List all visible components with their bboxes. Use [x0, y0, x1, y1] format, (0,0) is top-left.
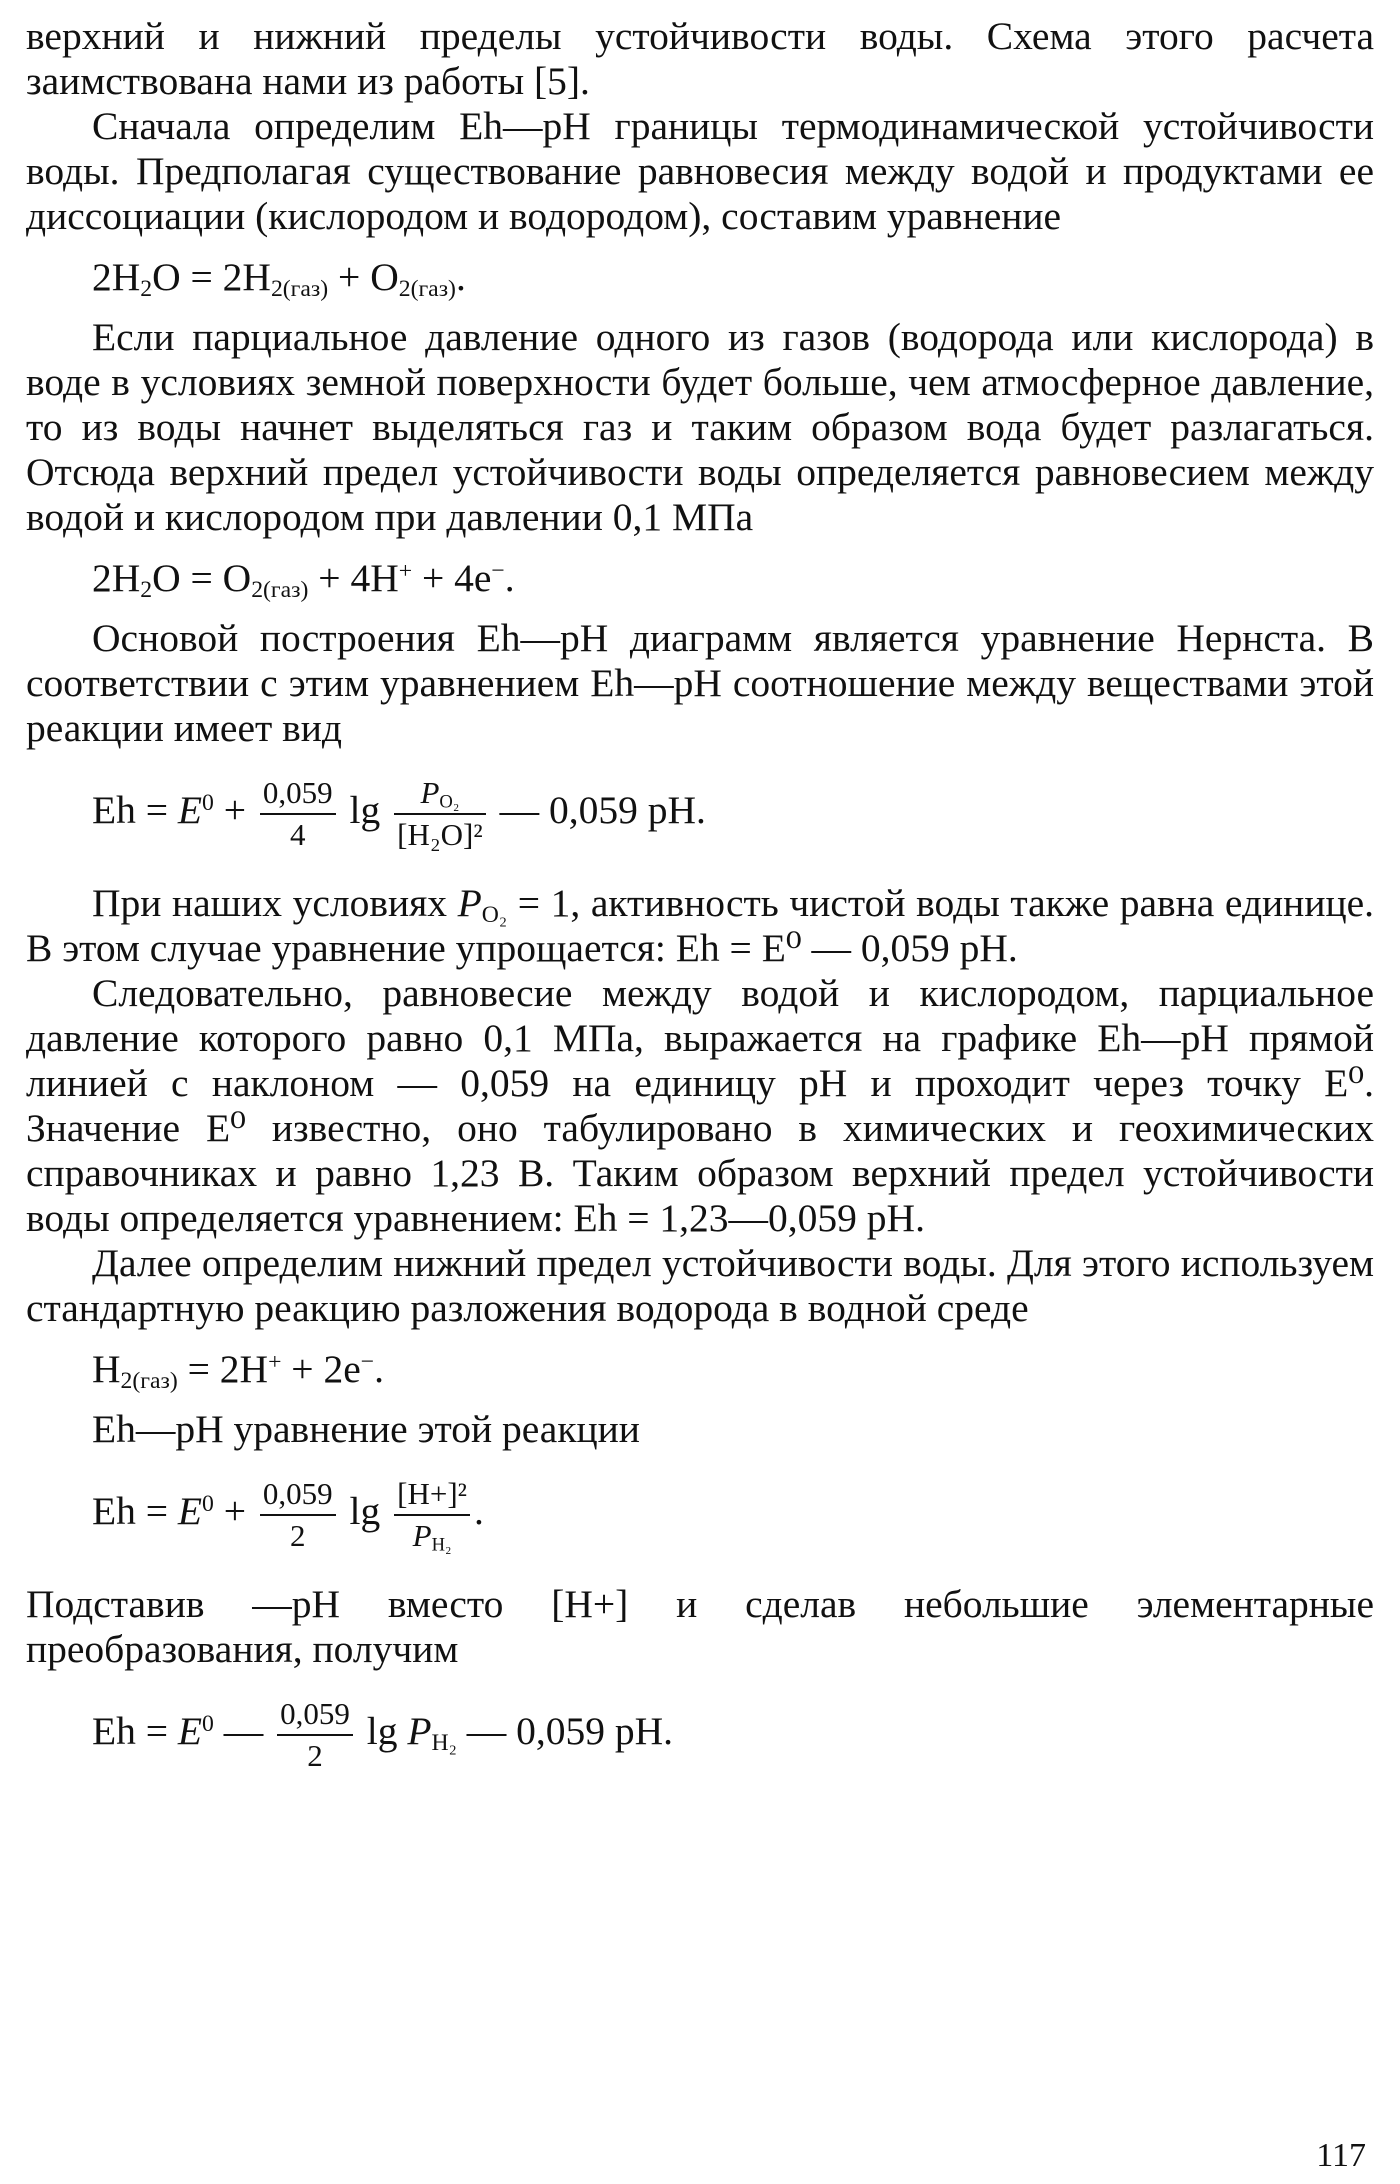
equation-oxygen-equilibrium: $2H_2O = O_{2(газ)} + 4H^+ + 4e^-$.	[92, 556, 515, 603]
equation-final: $Eh = E^0$ — $\frac{0,059}{2}$ $\lg P_{H_2}$ — 0,059 pH.	[92, 1694, 1374, 1776]
equation-nernst-hydrogen: $Eh = E^0$ + $\frac{0,059}{2}$ lg $\frac{\text{[H+]²}}{P_{H_2}}$ .	[92, 1476, 484, 1556]
fraction-hydrogen: $\frac{\text{[H+]²}}{P_{H_2}}$	[394, 1474, 470, 1556]
fraction-pressure: $\frac{P_{O_2}}{\text{[H₂O]²}}$	[394, 773, 486, 855]
paragraph-nernst: Основой построения Eh—pH диаграмм является уравнение Нернста. В соответствии с этим уравнением Eh—pH соотношение между веществами этой реакции имеет вид	[26, 616, 1374, 750]
paragraph-boundaries: Сначала определим Eh—pH границы термодинамической устойчивости воды. Предполагая существование равновесия между водой и продуктами ее диссоциации (кислородом и водородом), составим уравнение	[26, 104, 1374, 238]
paragraph-lower-limit: Далее определим нижний предел устойчивости воды. Для этого используем стандартную реакцию разложения водорода в водной среде	[26, 1241, 1374, 1330]
paragraph-upper-limit: Следовательно, равновесие между водой и кислородом, парциальное давление которого равно 0,1 МПа, выражается на графике Eh—pH прямой линией с наклоном — 0,059 на единицу pH и проходит через точку E⁰. Значение E⁰ известно, оно табулировано в химических и геохимических справочниках и равно 1,23 В. Таким образом верхний предел устойчивости воды определяется уравнением: Eh = 1,23—0,059 pH.	[26, 971, 1374, 1240]
paragraph-hydrogen-eq-label: Eh—pH уравнение этой реакции	[92, 1407, 640, 1451]
paragraph-conditions: При наших условиях $P_{O_2} = 1$, активность чистой воды также равна единице. В этом случае уравнение упрощается: Eh = E⁰ — 0,059 pH.	[26, 881, 1375, 970]
equation-water-dissociation: $2H_2O = 2H_{2(газ)} + O_{2(газ)}$.	[92, 255, 466, 302]
paragraph-intro: верхний и нижний пределы устойчивости воды. Схема этого расчета заимствована нами из работы [5].	[26, 14, 1374, 103]
equation-nernst-oxygen: $Eh = E^0$ + $\frac{0,059}{4}$ lg $\frac{P_{O_2}}{\text{[H₂O]²}}$ — 0,059 pH.	[92, 773, 1374, 855]
fraction-coefficient-final: $\frac{0,059}{2}$	[277, 1694, 353, 1776]
paragraph-substitution: Подставив —pH вместо [H+] и сделав небольшие элементарные преобразования, получим	[26, 1582, 1374, 1671]
fraction-coefficient: $\frac{0,059}{4}$	[260, 773, 336, 855]
page-number: 117	[1316, 2137, 1366, 2174]
equation-hydrogen-reaction: $H_{2(газ)} = 2H^+ + 2e^-$.	[92, 1347, 384, 1394]
paragraph-partial-pressure: Если парциальное давление одного из газов (водорода или кислорода) в воде в условиях земной поверхности будет больше, чем атмосферное давление, то из воды начнет выделяться газ и таким образом вода будет разлагаться. Отсюда верхний предел устойчивости воды определяется равновесием между водой и кислородом при давлении 0,1 МПа	[26, 315, 1374, 539]
fraction-coefficient-h: $\frac{0,059}{2}$	[260, 1474, 336, 1556]
